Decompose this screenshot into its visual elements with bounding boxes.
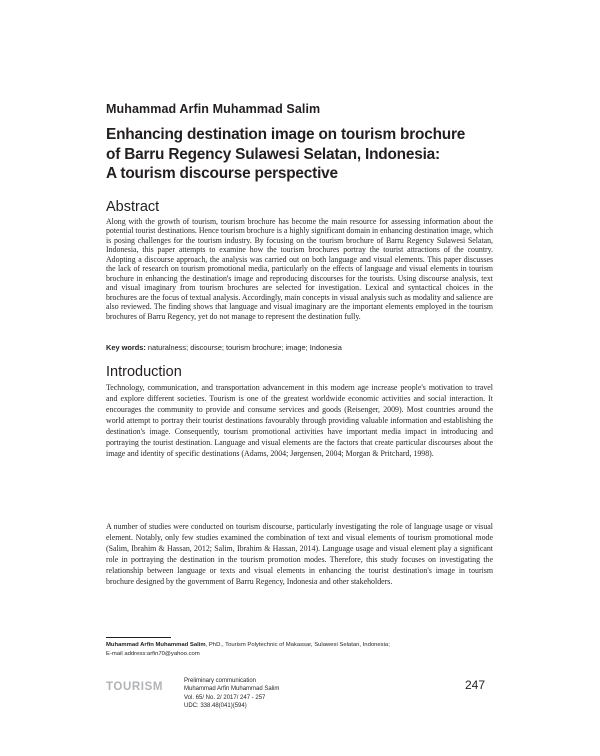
abstract-heading: Abstract [106, 199, 160, 215]
keywords [106, 343, 493, 353]
footer-author: Muhammad Arfin Muhammad Salim [184, 686, 280, 693]
footnote-author-name: Muhammad Arfin Muhammad Salim [106, 642, 206, 648]
footnote-divider [106, 637, 171, 638]
introduction-paragraph-1: Technology, communication, and transportation advancement in this modern age increase people's motivation to travel and explore different societies. Tourism is one of the greatest worldwide economic activities and social interaction. It encourages the community to provide and consume services and goods (Reisenger, 2009). Most countries around the world attempt to portray their tourist destinations favourably through providing valuable information and establishing the destination's image. Consequently, tourism promotional activities have important media impact in introducing and portraying the tourist destination. Language and visual elements are the factors that create particular discourses about the image and identity of specific destinations (Adams, 2004; Jørgensen, 2004; Morgan & Pritchard, 1998). [106, 383, 493, 459]
title-line: of Barru Regency Sulawesi Selatan, Indonesia: [106, 145, 440, 163]
page-number: 247 [465, 678, 486, 692]
publication-info [184, 677, 404, 711]
introduction-paragraph-2: A number of studies were conducted on tourism discourse, particularly investigating the role of language usage or visual element. Notably, only few studies examined the combination of text and visual elements of tourism promotional mode (Salim, Ibrahim & Hassan, 2012; Salim, Ibrahim & Hassan, 2014). Language usage and visual element play a significant role in portraying the destination in the tourism promotion modes. Therefore, this study focuses on investigating the relationship between language or texts and visual elements in enhancing the tourist destination's image in tourism brochure designed by the government of Barru Regency, Indonesia and other stakeholders. [106, 522, 493, 587]
introduction-heading: Introduction [106, 364, 182, 380]
author-name: Muhammad Arfin Muhammad Salim [106, 102, 321, 116]
footnote-affiliation: , PhD., Tourism Polytechnic of Makassar, Sulawesi Selatan, Indonesia; [205, 642, 390, 648]
article-category: Preliminary communication [184, 678, 257, 684]
author-footnote [106, 641, 526, 658]
title-line: A tourism discourse perspective [106, 165, 338, 182]
paper-title [106, 125, 526, 184]
keywords-list: naturalness; discourse; tourism brochure; image; Indonesia [147, 343, 342, 352]
volume-info: Vol. 65/ No. 2/ 2017/ 247 - 257 [184, 694, 266, 701]
title-line: Enhancing destination image on tourism brochure [106, 126, 466, 143]
journal-logo: TOURISM [106, 681, 164, 693]
abstract-text: Along with the growth of tourism, tourism brochure has become the main resource for assessing information about the potential tourist destinations. Hence tourism brochure is a highly significant domain in enhancing destination image, which is posing challenges for the tourism industry. By focusing on the tourism brochure of Barru Regency Sulawesi Selatan, Indonesia, this paper attempts to examine how the tourism brochures portray the tourist attractions of the country. Adopting a discourse approach, the analysis was carried out on both language and visual elements. This paper discusses the lack of research on tourism promotional media, particularly on the effects of language and visual elements in tourism brochure in enhancing the destination's image and reproducing discourses for the tourists. Using discourse analysis, text and visual imaginary from tourism brochures are selected for investigation. Lexical and syntactical choices in the brochures are the focus of textual analysis. Accordingly, main concepts in visual analysis such as modality and salience are also reviewed. The finding shows that language and visual imaginary are the important elements employed in the tourism brochures of Barru Regency, yet do not manage to represent the destination fully. [106, 217, 493, 321]
footnote-email: E-mail address:arfin70@yahoo.com [106, 650, 200, 657]
keywords-label: Key words: [106, 343, 146, 352]
udc-code: UDC: 338.48(041)(594) [184, 703, 247, 710]
